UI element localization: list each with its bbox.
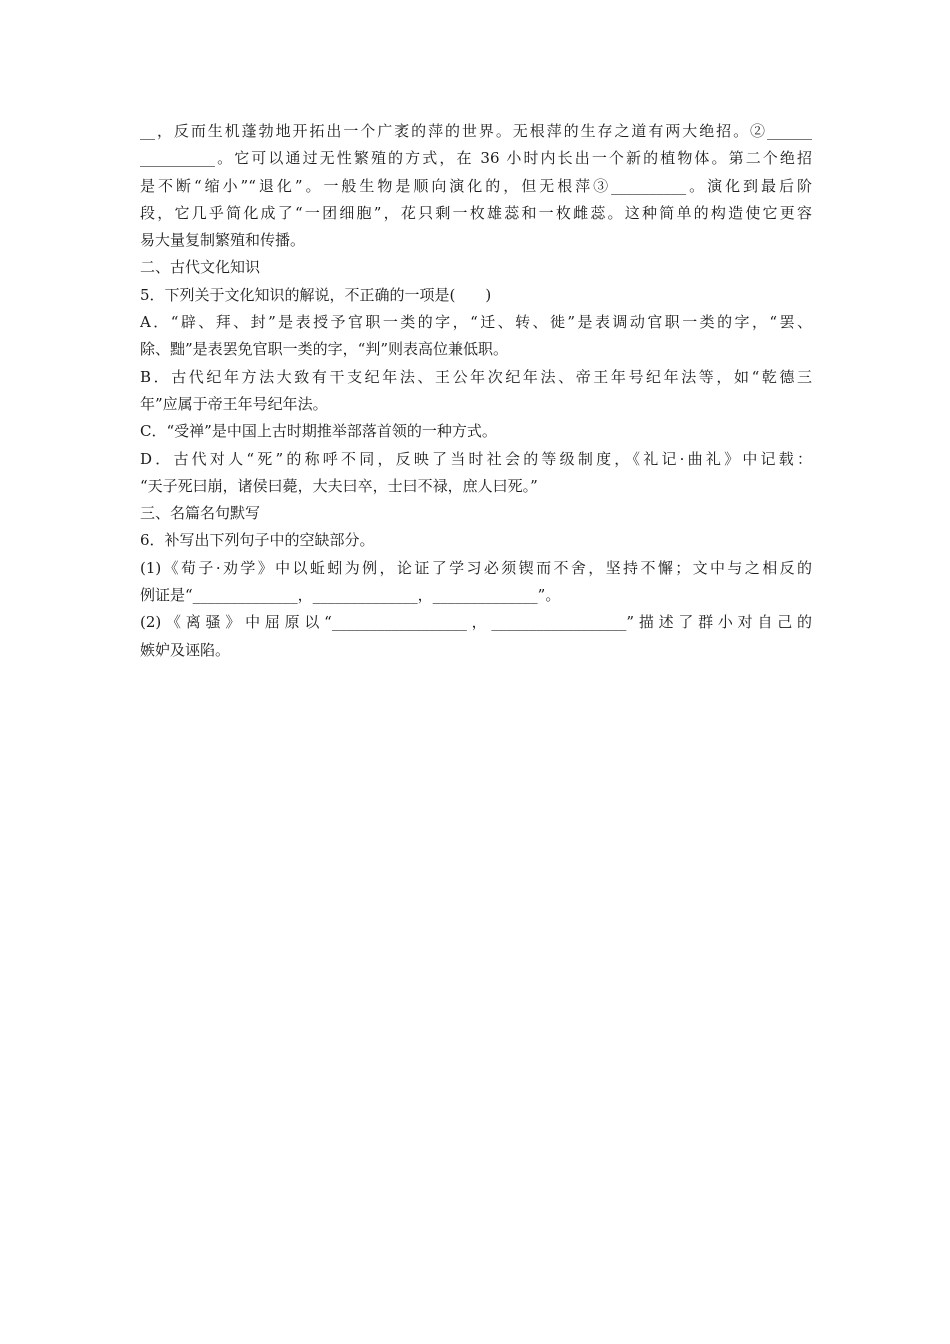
option-d-line: D．古代对人“死”的称呼不同，反映了当时社会的等级制度，《礼记·曲礼》中记载：: [140, 449, 812, 468]
option-d: [140, 446, 812, 501]
question-5: 5．下列关于文化知识的解说，不正确的一项是( ): [140, 285, 492, 304]
option-b: [140, 364, 812, 419]
recitation-item-2-line: (2)《离骚》中屈原以“__________________，__________________”描述了群小对自己的: [140, 613, 812, 632]
passage-line: 段，它几乎简化成了“一团细胞”，花只剩一枚雄蕊和一枚雌蕊。这种简单的构造使它更容: [140, 203, 812, 222]
option-a: [140, 309, 812, 364]
recitation-item-2-line: 嫉妒及诬陷。: [140, 640, 231, 659]
passage-line: 是不断“缩小”“退化”。一般生物是顺向演化的，但无根萍③__________。演化到最后阶: [140, 176, 812, 195]
option-b-line: B．古代纪年方法大致有干支纪年法、王公年次纪年法、帝王年号纪年法等，如“乾德三: [140, 367, 812, 386]
section-heading-culture: 二、古代文化知识: [140, 258, 261, 277]
option-a-line: 除、黜”是表罢免官职一类的字，“判”则表高位兼低职。: [140, 340, 509, 359]
recitation-item-2: [140, 609, 812, 664]
option-b-line: 年”应属于帝王年号纪年法。: [140, 394, 328, 413]
recitation-item-1-line: (1)《荀子·劝学》中以蚯蚓为例，论证了学习必须锲而不舍，坚持不懈；文中与之相反的: [140, 558, 812, 577]
option-a-line: A．“辟、拜、封”是表授予官职一类的字，“迁、转、徙”是表调动官职一类的字，“罢、: [140, 313, 812, 332]
recitation-item-1: [140, 555, 812, 610]
passage-line: __________。它可以通过无性繁殖的方式，在 36 小时内长出一个新的植物体。第二个绝招: [140, 149, 812, 168]
passage-paragraph: [140, 118, 812, 254]
passage-line: __，反而生机蓬勃地开拓出一个广袤的萍的世界。无根萍的生存之道有两大绝招。②______: [140, 122, 812, 140]
recitation-item-1-line: 例证是“______________，______________，______________”。: [140, 586, 561, 605]
question-6: 6．补写出下列句子中的空缺部分。: [140, 531, 375, 550]
section-heading-recitation: 三、名篇名句默写: [140, 504, 261, 523]
passage-line: 易大量复制繁殖和传播。: [140, 231, 306, 250]
option-c: C．“受禅”是中国上古时期推举部落首领的一种方式。: [140, 422, 497, 441]
document-page: [140, 118, 812, 664]
option-d-line: “天子死曰崩，诸侯曰薨，大夫曰卒，士曰不禄，庶人曰死。”: [140, 476, 538, 495]
